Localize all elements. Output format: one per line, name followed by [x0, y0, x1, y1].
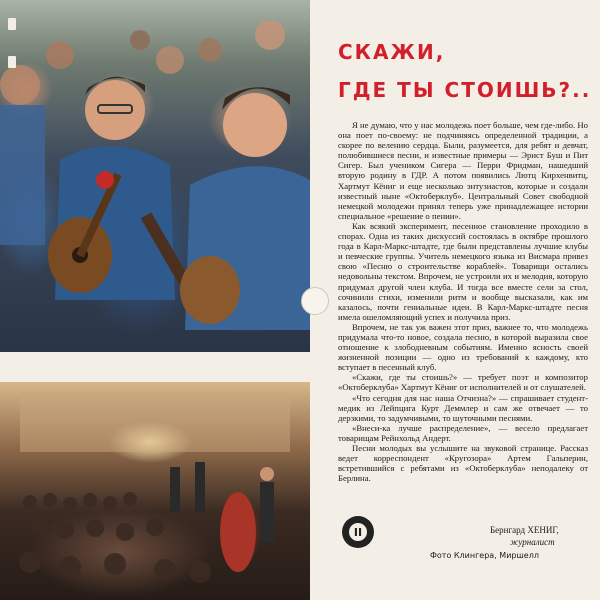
film-hole [8, 18, 16, 30]
hole-punch-top [301, 287, 329, 315]
author-name: Бернгард ХЕНИГ, [490, 525, 559, 535]
photo-concert-audience [0, 382, 310, 600]
article-paragraph: Песни молодых вы услышите на звуковой странице. Рассказ ведет корреспондент «Кругозора» Артем Гальперин, встретившийся с ребятами из «Октоберклуба» неподалеку от Берлина. [338, 443, 588, 484]
photo-credit: Фото Клингера, Миршелл [430, 551, 539, 560]
article-paragraph: Я не думаю, что у нас молодежь поет больше, чем где-либо. Но она поет по-своему: не подчиняясь определенной традиции, а скорее по велению сердца. Были, разумеется, для ребят и девчат, полюбившиеся песни, и известные примеры — Эрист Буш и Пит Сигер. Был учеником Сигера — Перри Фридман, нашедший вторую родину в ГДР. А потом появились Лютц Кирхенвитц, Хартмут Кёниг и еще несколько энтузиастов, которые и создали известный ныне «Октоберклуб». Центральный Совет свободной немецкой молодежи принял теперь уже принадлежащее истории специальное «решение о пении». [338, 120, 588, 221]
author-role: журналист [510, 537, 555, 547]
record-side-badge [342, 516, 374, 548]
badge-label: II [349, 523, 367, 541]
article-paragraph: Как всякий эксперимент, песенное становление проходило в спорах. Одна из таких дискуссий состоялась в октябре прошлого года в Карл-Маркс-штадте, где были представлены лучшие клубы и певческие группы. Учитель немецкого языка из Висмара привез свою «Песню о строительстве кораблей». Товарищи остались недовольны текстом. Впрочем, не устроили их и мелодия, которую придумал другой член клуба. И тогда все вместе сели за стол, сочинили стихи, изменили ритм и вообще высказали, как им казалось, почти гениальные идеи. В Карл-Маркс-штадте песня имела ошеломляющий успех и получила приз. [338, 220, 588, 322]
article-paragraph: «Скажи, где ты стоишь?» — требует поэт и композитор «Октоберклуба» Хартмут Кёниг от исполнителей и от слушателей. [338, 372, 588, 393]
film-hole [8, 56, 16, 68]
singers-illustration [0, 0, 310, 352]
article-title-line1: СКАЖИ, [338, 40, 446, 64]
article-paragraph: «Что сегодня для нас наша Отчизна?» — спрашивает студент-медик из Лейпцига Курт Деммлер и сам же отвечает — то дерзкими, то задумчивыми, то шуточными песнями. [338, 392, 588, 423]
article-paragraph: «Внеси-ка лучше распределение», — весело предлагает товарищам Рейнхольд Андерт. [338, 422, 588, 443]
article-body [338, 120, 588, 560]
photo-singers-with-guitars [0, 0, 310, 352]
article-title-line2: ГДЕ ТЫ СТОИШЬ?.. [338, 78, 592, 102]
concert-illustration [0, 382, 310, 600]
article-paragraph: Впрочем, не так уж важен этот приз, важнее то, что молодежь придумала что-то новое, создала песню, в которой выразила свое отношение к злободневным событиям. Именно ясность своей жизненной позиции — одно из требований к каждому, кто вступает в песенный клуб. [338, 321, 588, 373]
